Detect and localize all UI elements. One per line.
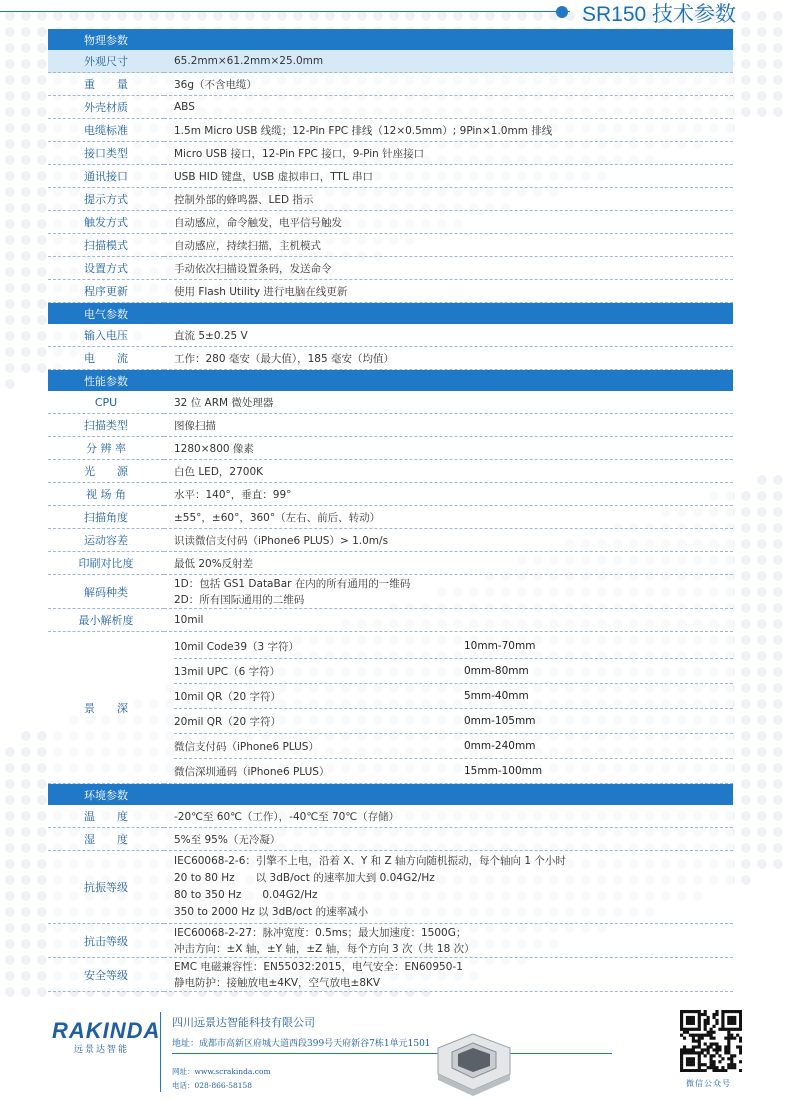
spec-value: 最低 20%反射差	[164, 552, 733, 575]
spec-line: 350 to 2000 Hz 以 3dB/oct 的速率减小	[174, 906, 369, 918]
spec-line: 冲击方向：±X 轴，±Y 轴，±Z 轴，每个方向 3 次（共 18 次）	[174, 942, 475, 955]
spec-row-decode	[48, 575, 733, 609]
qr-label: 微信公众号	[686, 1079, 731, 1088]
spec-value: ±55°，±60°，360°（左右、前后、转动）	[164, 506, 733, 529]
dof-row	[174, 734, 733, 759]
spec-line: EMC 电磁兼容性：EN55032:2015，电气安全：EN60950-1	[174, 960, 463, 973]
company-address: 地址：成都市高新区府城大道西段399号天府新谷7栋1单元1501	[172, 1039, 431, 1049]
spec-value: 使用 Flash Utility 进行电脑在线更新	[164, 280, 733, 303]
header-dot-icon	[556, 6, 568, 18]
spec-label: 接口类型	[48, 142, 164, 165]
spec-line: 1D：包括 GS1 DataBar 在内的所有通用的一维码	[174, 577, 411, 590]
spec-value: 白色 LED，2700K	[164, 460, 733, 483]
page-title: SR150 技术参数	[582, 3, 737, 26]
spec-table	[48, 29, 733, 992]
company-phone: 电话：028-866-58158	[172, 1081, 253, 1090]
section-title: 性能参数	[48, 370, 164, 392]
spec-value: 36g（不含电缆）	[164, 73, 733, 96]
company-website[interactable]: 网址：www.scrakinda.com	[172, 1067, 271, 1076]
brand-logo	[52, 1018, 160, 1055]
spec-label: 扫描角度	[48, 506, 164, 529]
spec-row	[48, 73, 733, 96]
dof-range: 0mm-240mm	[464, 740, 536, 752]
spec-value: 识读微信支付码（iPhone6 PLUS）> 1.0m/s	[164, 529, 733, 552]
spec-label: 电缆标准	[48, 119, 164, 142]
spec-value: 32 位 ARM 微处理器	[164, 391, 733, 414]
footer-divider	[160, 1012, 161, 1092]
spec-value: 1280×800 像素	[164, 437, 733, 460]
spec-value: USB HID 键盘，USB 虚拟串口，TTL 串口	[164, 165, 733, 188]
spec-label: 运动容差	[48, 529, 164, 552]
spec-label: 扫描模式	[48, 234, 164, 257]
spec-row	[48, 211, 733, 234]
spec-label: 设置方式	[48, 257, 164, 280]
spec-value: 自动感应，命令触发，电平信号触发	[164, 211, 733, 234]
spec-label: CPU	[48, 391, 164, 414]
dof-row	[174, 709, 733, 734]
spec-row	[48, 391, 733, 414]
dof-range: 5mm-40mm	[464, 690, 529, 702]
spec-label: 印刷对比度	[48, 552, 164, 575]
spec-value	[164, 924, 733, 958]
dof-range: 10mm-70mm	[464, 640, 536, 652]
dof-row	[174, 659, 733, 684]
spec-value: -20℃至 60℃（工作），-40℃至 70℃（存储）	[164, 805, 733, 828]
spec-label: 景 深	[48, 632, 164, 784]
dof-row	[174, 759, 733, 783]
spec-line: 静电防护：接触放电±4KV，空气放电±8KV	[174, 976, 381, 989]
spec-value: 65.2mm×61.2mm×25.0mm	[164, 50, 733, 73]
spec-label: 外壳材质	[48, 96, 164, 119]
logo-subtitle: 远景达智能	[74, 1045, 130, 1055]
spec-row	[48, 188, 733, 211]
dof-code: 10mil Code39（3 字符）	[174, 640, 300, 653]
spec-row	[48, 119, 733, 142]
spec-row-depth-of-field	[48, 632, 733, 784]
spec-line: 20 to 80 Hz 以 3dB/oct 的速率加大到 0.04G2/Hz	[174, 872, 435, 884]
spec-row	[48, 257, 733, 280]
spec-line: IEC60068-2-6：引擎不上电，沿着 X、Y 和 Z 轴方向随机振动，每个轴向 1 个小时	[174, 855, 566, 867]
dof-code: 20mil QR（20 字符）	[174, 715, 282, 728]
header-rule	[0, 11, 570, 12]
spec-label: 电 流	[48, 347, 164, 370]
spec-label: 分 辨 率	[48, 437, 164, 460]
spec-value: 控制外部的蜂鸣器、LED 指示	[164, 188, 733, 211]
spec-row	[48, 280, 733, 303]
spec-row	[48, 165, 733, 188]
spec-row	[48, 529, 733, 552]
section-header-performance	[48, 370, 733, 392]
dof-code: 10mil QR（20 字符）	[174, 690, 282, 703]
spec-value: ABS	[164, 96, 733, 119]
spec-label: 光 源	[48, 460, 164, 483]
spec-value: 10mil	[164, 609, 733, 632]
spec-value	[164, 575, 733, 609]
spec-label: 触发方式	[48, 211, 164, 234]
dof-code: 13mil UPC（6 字符）	[174, 665, 281, 678]
spec-row-safety	[48, 958, 733, 992]
section-header-environment	[48, 784, 733, 806]
spec-label: 外观尺寸	[48, 50, 164, 73]
spec-row	[48, 828, 733, 851]
section-title: 电气参数	[48, 303, 164, 325]
spec-value: 1.5m Micro USB 线缆；12-Pin FPC 排线（12×0.5mm）; 9Pin×1.0mm 排线	[164, 119, 733, 142]
dof-code: 微信支付码（iPhone6 PLUS）	[174, 740, 319, 753]
spec-row	[48, 552, 733, 575]
spec-label: 视 场 角	[48, 483, 164, 506]
spec-label: 输入电压	[48, 324, 164, 347]
spec-label: 通讯接口	[48, 165, 164, 188]
spec-line: 2D：所有国际通用的二维码	[174, 593, 305, 606]
spec-row	[48, 460, 733, 483]
spec-row	[48, 805, 733, 828]
spec-value	[164, 851, 733, 924]
section-header-electrical	[48, 303, 733, 325]
section-title: 物理参数	[48, 29, 164, 50]
spec-row	[48, 50, 733, 73]
spec-row	[48, 347, 733, 370]
spec-label: 解码种类	[48, 575, 164, 609]
spec-value: 自动感应，持续扫描，主机模式	[164, 234, 733, 257]
spec-value	[164, 958, 733, 992]
spec-line: 80 to 350 Hz 0.04G2/Hz	[174, 889, 318, 901]
spec-label: 湿 度	[48, 828, 164, 851]
spec-label: 安全等级	[48, 958, 164, 992]
spec-label: 温 度	[48, 805, 164, 828]
spec-row	[48, 96, 733, 119]
spec-row	[48, 414, 733, 437]
spec-row	[48, 234, 733, 257]
spec-label: 程序更新	[48, 280, 164, 303]
spec-row	[48, 506, 733, 529]
spec-value: 5%至 95%（无冷凝）	[164, 828, 733, 851]
spec-row	[48, 324, 733, 347]
dof-range: 15mm-100mm	[464, 765, 543, 777]
spec-row-vibration	[48, 851, 733, 924]
footer	[0, 1006, 794, 1100]
dof-row	[174, 684, 733, 709]
spec-value: 手动依次扫描设置条码，发送命令	[164, 257, 733, 280]
spec-value: 工作：280 毫安（最大值），185 毫安（均值）	[164, 347, 733, 370]
spec-row	[48, 483, 733, 506]
spec-row	[48, 142, 733, 165]
scanner-device-image	[428, 1030, 518, 1096]
spec-value: 图像扫描	[164, 414, 733, 437]
spec-label: 重 量	[48, 73, 164, 96]
section-title: 环境参数	[48, 784, 164, 806]
spec-label: 最小解析度	[48, 609, 164, 632]
spec-label: 抗振等级	[48, 851, 164, 924]
company-name: 四川远景达智能科技有限公司	[172, 1016, 315, 1029]
spec-label: 扫描类型	[48, 414, 164, 437]
qr-code-icon	[680, 1010, 742, 1072]
spec-value: 水平：140°，垂直：99°	[164, 483, 733, 506]
spec-label: 抗击等级	[48, 924, 164, 958]
dof-range: 0mm-105mm	[464, 715, 536, 727]
footer-rule	[172, 1053, 612, 1054]
depth-of-field-list	[164, 632, 733, 784]
dof-range: 0mm-80mm	[464, 665, 529, 677]
spec-row	[48, 437, 733, 460]
section-header-physical	[48, 29, 733, 50]
spec-row	[48, 609, 733, 632]
spec-label: 提示方式	[48, 188, 164, 211]
dof-row	[174, 634, 733, 659]
spec-value: Micro USB 接口，12-Pin FPC 接口，9-Pin 针座接口	[164, 142, 733, 165]
spec-value: 直流 5±0.25 V	[164, 324, 733, 347]
logo-wordmark: RAKINDA	[52, 1018, 161, 1043]
spec-row-shock	[48, 924, 733, 958]
spec-line: IEC60068-2-27：脉冲宽度：0.5ms；最大加速度：1500G；	[174, 926, 467, 939]
dof-code: 微信深圳通码（iPhone6 PLUS）	[174, 765, 330, 778]
